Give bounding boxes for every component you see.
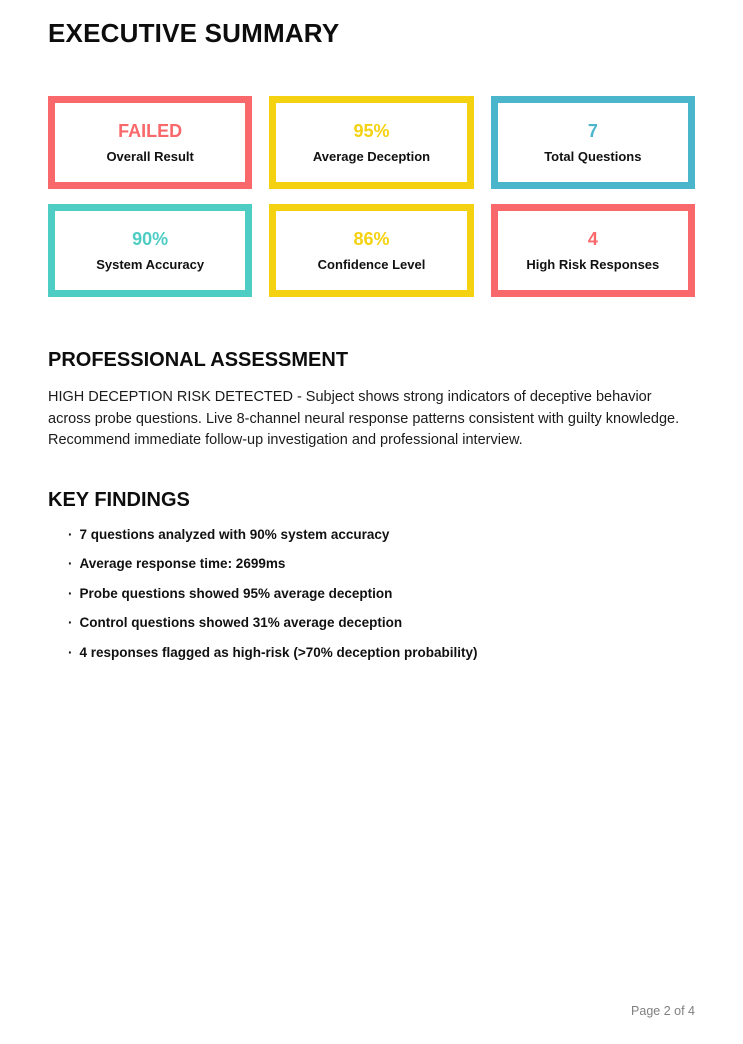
bullet-icon: · — [68, 526, 73, 542]
finding-item — [68, 557, 695, 571]
key-findings-list — [48, 528, 695, 660]
stat-card-value: 86% — [353, 229, 390, 249]
bullet-icon: · — [68, 644, 73, 660]
stat-card-value: FAILED — [118, 121, 183, 141]
bullet-icon: · — [68, 615, 73, 630]
stat-card-label: Total Questions — [544, 149, 642, 164]
page-title: EXECUTIVE SUMMARY — [48, 18, 340, 48]
stat-cards-grid — [48, 96, 695, 297]
stat-card-value: 95% — [353, 121, 390, 141]
page-number: Page 2 of 4 — [631, 1004, 695, 1018]
stat-card-label: High Risk Responses — [526, 257, 660, 272]
professional-assessment-heading: PROFESSIONAL ASSESSMENT — [48, 349, 349, 371]
finding-item — [68, 587, 695, 601]
professional-assessment-body: HIGH DECEPTION RISK DETECTED - Subject shows strong indicators of deceptive behavior across probe questions. Live 8-channel neural response patterns consistent with guilty knowledge. Recommend immediate follow-up investigation and professional interview. — [48, 389, 680, 448]
stat-card — [48, 204, 252, 297]
stat-card — [48, 96, 252, 189]
finding-item — [68, 616, 695, 630]
stat-card — [491, 204, 695, 297]
bullet-icon: · — [68, 556, 73, 571]
finding-text: Probe questions showed 95% average deception — [79, 585, 393, 601]
stat-card — [269, 204, 473, 297]
key-findings-heading: KEY FINDINGS — [48, 488, 190, 511]
stat-card-label: System Accuracy — [96, 257, 205, 272]
stat-card — [269, 96, 473, 189]
stat-card-value: 4 — [587, 229, 598, 249]
finding-text: Average response time: 2699ms — [79, 556, 286, 571]
finding-text: 7 questions analyzed with 90% system accuracy — [79, 526, 390, 542]
finding-item — [68, 528, 695, 542]
stat-card-value: 90% — [132, 229, 169, 249]
finding-text: 4 responses flagged as high-risk (>70% deception probability) — [79, 644, 478, 660]
stat-card-label: Overall Result — [106, 149, 194, 164]
stat-card-value: 7 — [587, 121, 598, 141]
finding-text: Control questions showed 31% average deception — [79, 615, 403, 630]
finding-item — [68, 646, 695, 660]
stat-card-label: Confidence Level — [317, 257, 426, 272]
stat-card-label: Average Deception — [312, 149, 431, 164]
bullet-icon: · — [68, 585, 73, 601]
stat-card — [491, 96, 695, 189]
